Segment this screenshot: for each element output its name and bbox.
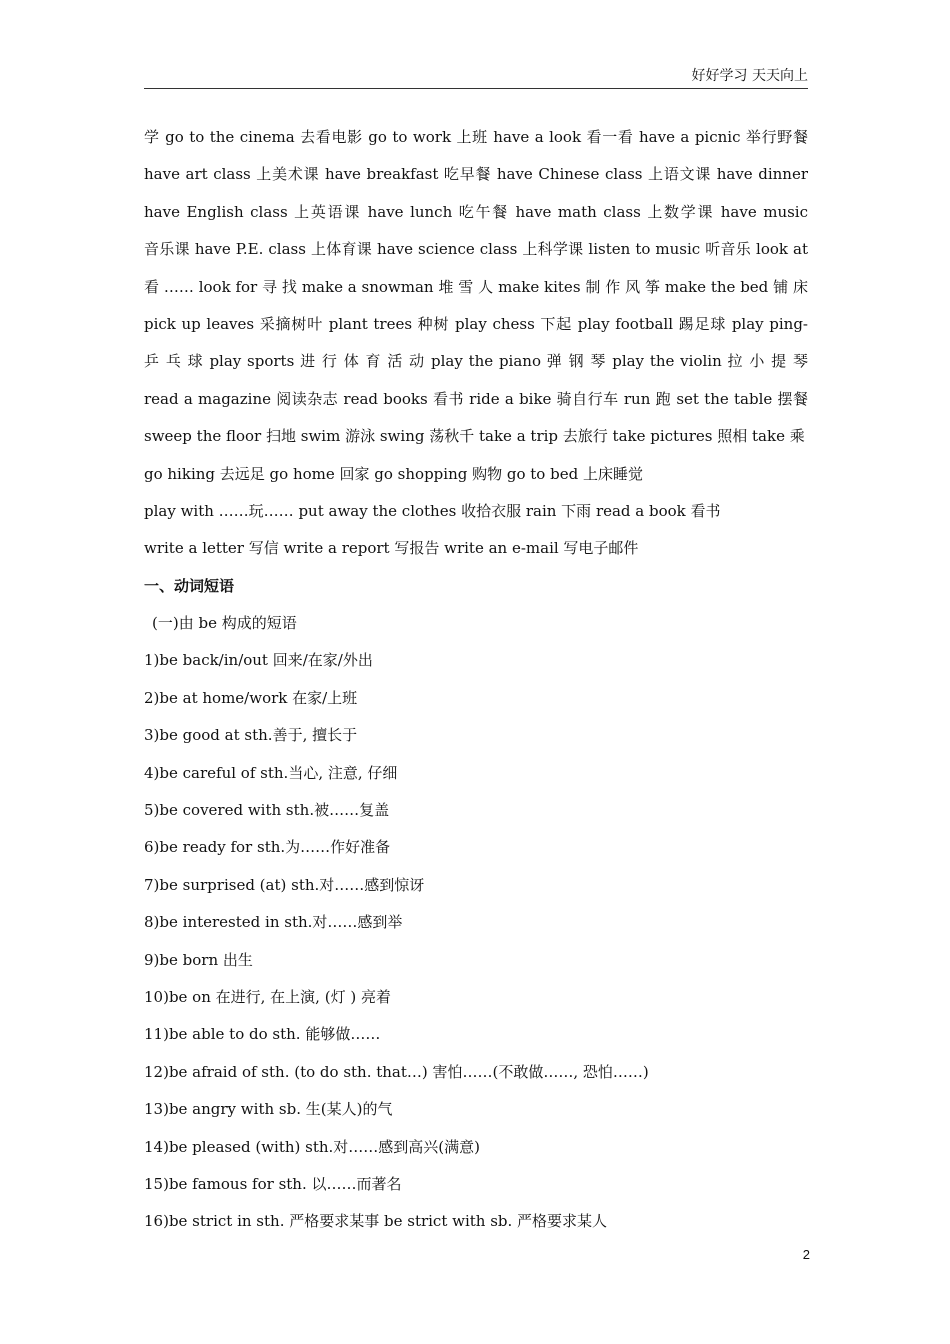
phrase-item: 4)be careful of sth.当心, 注意, 仔细 bbox=[144, 763, 398, 782]
header-text: 好好学习 天天向上 bbox=[691, 68, 808, 84]
phrase-item: 7)be surprised (at) sth.对……感到惊讶 bbox=[144, 875, 425, 894]
phrase-item: 9)be born 出生 bbox=[144, 950, 253, 969]
phrase-item: 2)be at home/work 在家/上班 bbox=[144, 688, 358, 707]
phrase-item: 12)be afraid of sth. (to do sth. that…) 害怕……(不敢做……, 恐怕……) bbox=[144, 1062, 649, 1081]
phrase-item: 11)be able to do sth. 能够做…… bbox=[144, 1025, 381, 1044]
vocab-line: 乒 乓 球 play sports 进 行 体 育 活 动 play the piano 弹 钢 琴 play the violin 拉 小 提 琴 bbox=[144, 352, 808, 371]
phrase-item: 16)be strict in sth. 严格要求某事 be strict with sb. 严格要求某人 bbox=[144, 1212, 608, 1231]
phrase-item: 3)be good at sth.善于, 擅长于 bbox=[144, 726, 358, 745]
vocab-line: 看 …… look for 寻 找 make a snowman 堆 雪 人 make kites 制 作 风 筝 make the bed 铺 床 bbox=[144, 277, 808, 296]
phrase-item: 1)be back/in/out 回来/在家/外出 bbox=[144, 651, 373, 670]
vocab-line: read a magazine 阅读杂志 read books 看书 ride a bike 骑自行车 run 跑 set the table 摆餐 bbox=[144, 389, 808, 408]
phrase-item: 14)be pleased (with) sth.对……感到高兴(满意) bbox=[144, 1137, 481, 1156]
phrase-item: 5)be covered with sth.被……复盖 bbox=[144, 801, 390, 820]
vocab-line: pick up leaves 采摘树叶 plant trees 种树 play chess 下起 play football 踢足球 play ping- bbox=[144, 314, 808, 333]
vocab-line: play with ……玩…… put away the clothes 收拾衣服 rain 下雨 read a book 看书 bbox=[144, 501, 721, 520]
subsection-title: (一)由 be 构成的短语 bbox=[152, 614, 297, 633]
phrase-item: 8)be interested in sth.对……感到举 bbox=[144, 913, 403, 932]
phrase-item: 6)be ready for sth.为……作好准备 bbox=[144, 838, 391, 857]
phrase-item: 10)be on 在进行, 在上演, (灯 ) 亮着 bbox=[144, 987, 391, 1006]
vocab-line: write a letter 写信 write a report 写报告 write an e-mail 写电子邮件 bbox=[144, 539, 639, 558]
phrase-item: 13)be angry with sb. 生(某人)的气 bbox=[144, 1100, 393, 1119]
document-body bbox=[144, 119, 808, 1241]
vocab-line: 音乐课 have P.E. class 上体育课 have science class 上科学课 listen to music 听音乐 look at bbox=[144, 240, 808, 259]
page-header bbox=[144, 66, 808, 89]
vocab-line: sweep the floor 扫地 swim 游泳 swing 荡秋千 take a trip 去旅行 take pictures 照相 take 乘 bbox=[144, 427, 805, 446]
vocab-line: have English class 上英语课 have lunch 吃午餐 have math class 上数学课 have music bbox=[144, 202, 808, 221]
phrase-item: 15)be famous for sth. 以……而著名 bbox=[144, 1174, 402, 1193]
vocab-line: 学 go to the cinema 去看电影 go to work 上班 have a look 看一看 have a picnic 举行野餐 bbox=[144, 128, 808, 146]
page-number: 2 bbox=[802, 1247, 810, 1262]
vocab-line: have art class 上美术课 have breakfast 吃早餐 have Chinese class 上语文课 have dinner bbox=[144, 165, 808, 184]
vocab-line: go hiking 去远足 go home 回家 go shopping 购物 go to bed 上床睡觉 bbox=[144, 464, 643, 483]
section-title: 一、动词短语 bbox=[144, 576, 235, 595]
